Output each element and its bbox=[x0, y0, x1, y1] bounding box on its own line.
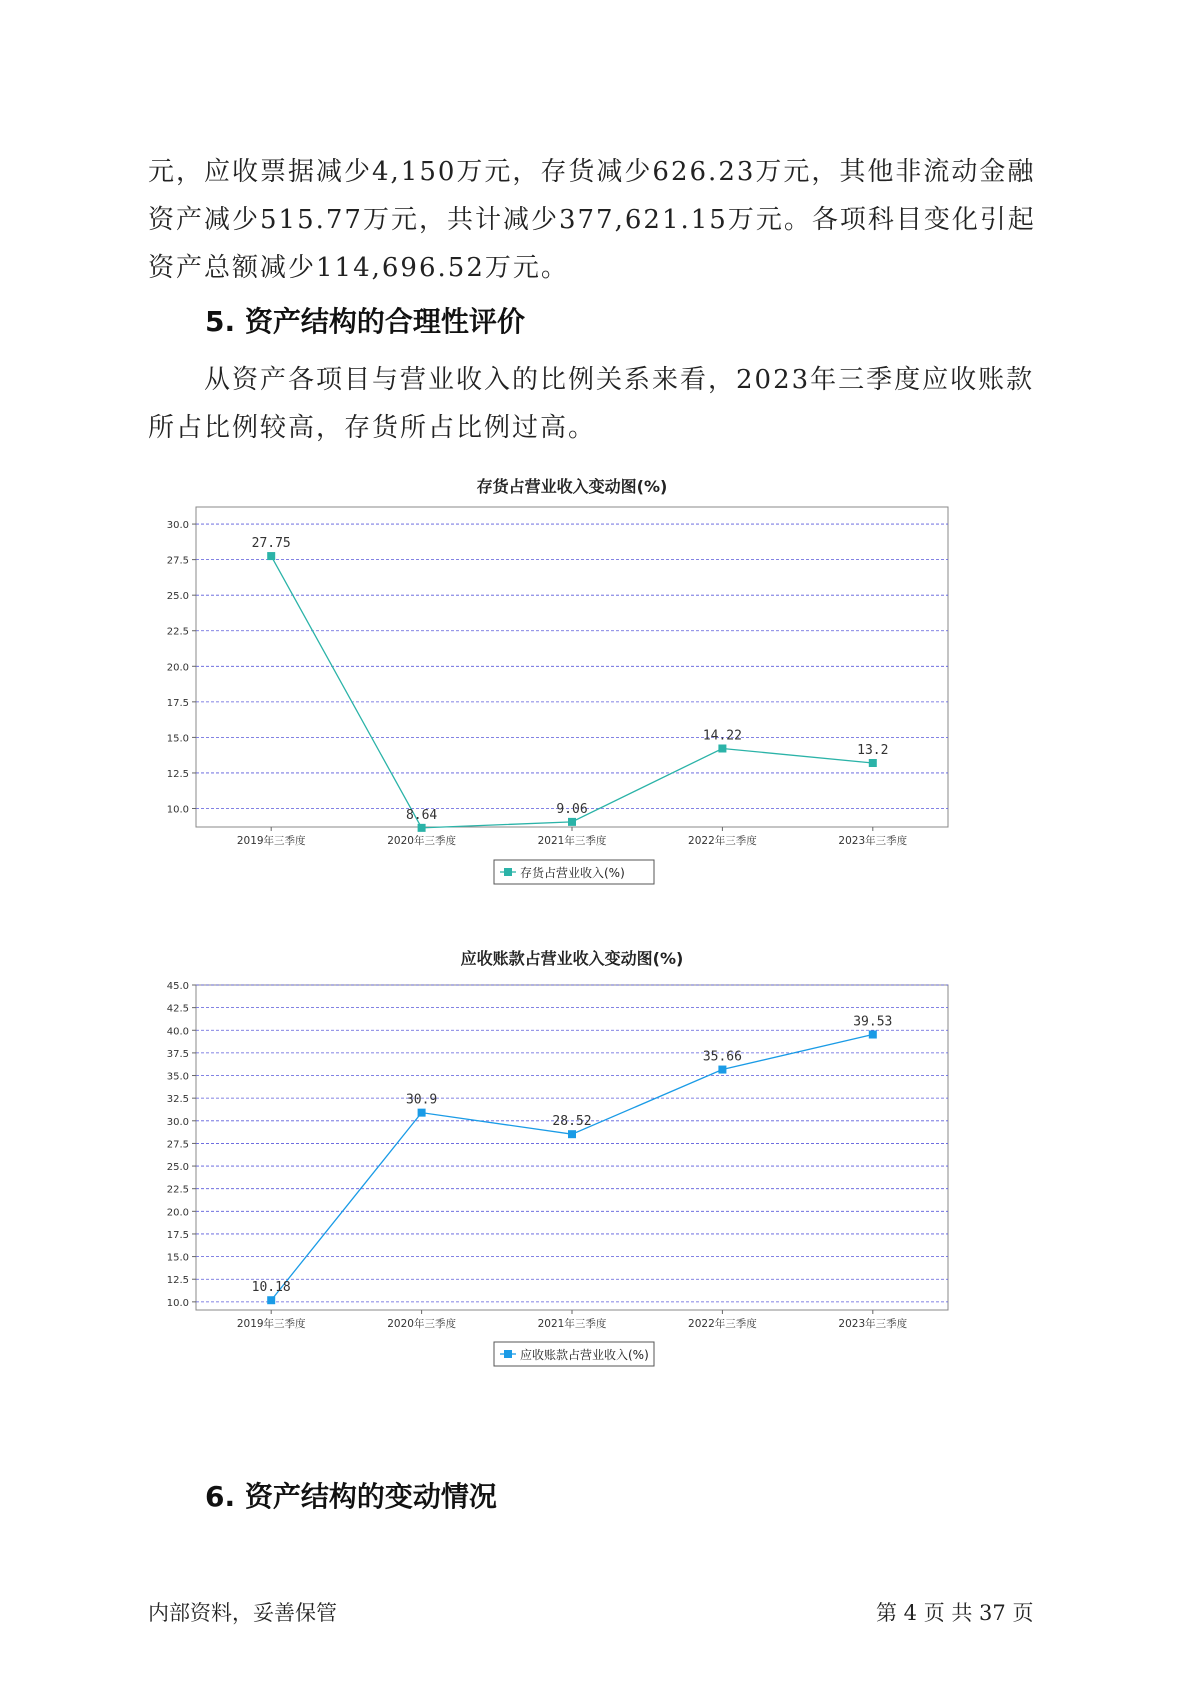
data-label: 8.64 bbox=[405, 807, 438, 823]
legend-label: 存货占营业收入(%) bbox=[520, 866, 625, 880]
data-label: 13.2 bbox=[857, 743, 889, 758]
receivables-ratio-chart-svg bbox=[150, 970, 1050, 1440]
chart-receivables-ratio bbox=[150, 949, 1050, 1440]
heading-asset-structure-rationality: 5. 资产结构的合理性评价 bbox=[205, 305, 525, 338]
legend bbox=[494, 1342, 654, 1366]
y-tick-label: 10.0 bbox=[166, 804, 189, 816]
x-tick-label: 2019年三季度 bbox=[236, 835, 306, 847]
data-point bbox=[869, 759, 877, 767]
y-tick-label: 15.0 bbox=[166, 1252, 189, 1264]
data-point bbox=[267, 1296, 275, 1304]
y-tick-label: 27.5 bbox=[166, 1139, 189, 1151]
y-tick-label: 45.0 bbox=[166, 981, 189, 992]
paragraph-ratio-analysis: 从资产各项目与营业收入的比例关系来看，2023年三季度应收账款所占比例较高，存货所占比例过高。 bbox=[148, 365, 1035, 443]
paragraph-asset-decrease: 元，应收票据减少4,150万元，存货减少626.23万元，其他非流动金融资产减少515.77万元，共计减少377,621.15万元。各项科目变化引起资产总额减少114,696.52万元。 bbox=[148, 157, 1036, 283]
y-tick-label: 25.0 bbox=[166, 591, 189, 603]
y-tick-label: 22.5 bbox=[166, 626, 189, 638]
y-tick-label: 17.5 bbox=[166, 697, 189, 709]
y-tick-label: 37.5 bbox=[166, 1048, 189, 1060]
legend-label: 应收账款占营业收入(%) bbox=[520, 1348, 649, 1362]
x-tick-label: 2022年三季度 bbox=[688, 1318, 757, 1330]
x-tick-label: 2021年三季度 bbox=[537, 1318, 607, 1330]
data-point bbox=[568, 1130, 576, 1138]
legend bbox=[494, 860, 654, 884]
data-point bbox=[418, 1109, 426, 1117]
plot-area bbox=[196, 985, 948, 1310]
x-tick-label: 2020年三季度 bbox=[387, 835, 456, 847]
y-tick-label: 32.5 bbox=[166, 1094, 189, 1106]
y-tick-label: 25.0 bbox=[166, 1162, 189, 1174]
y-tick-label: 17.5 bbox=[166, 1229, 189, 1241]
y-tick-label: 22.5 bbox=[166, 1184, 189, 1196]
x-tick-label: 2023年三季度 bbox=[838, 1318, 908, 1330]
y-tick-label: 12.5 bbox=[166, 768, 189, 780]
data-point bbox=[568, 818, 576, 826]
x-tick-label: 2019年三季度 bbox=[236, 1318, 306, 1330]
data-label: 28.52 bbox=[552, 1114, 592, 1130]
data-label: 9.06 bbox=[556, 801, 588, 817]
y-tick-label: 12.5 bbox=[166, 1275, 189, 1287]
legend-marker bbox=[504, 868, 512, 876]
y-tick-label: 42.5 bbox=[166, 1003, 189, 1015]
y-tick-label: 20.0 bbox=[166, 662, 189, 674]
x-tick-label: 2020年三季度 bbox=[387, 1318, 456, 1330]
y-tick-label: 30.0 bbox=[166, 1116, 189, 1128]
data-label: 14.22 bbox=[702, 728, 742, 744]
data-point bbox=[718, 1066, 726, 1074]
data-point bbox=[267, 552, 275, 560]
data-point bbox=[869, 1031, 877, 1039]
data-point bbox=[418, 824, 426, 832]
x-tick-label: 2022年三季度 bbox=[688, 835, 757, 847]
chart-inventory-ratio bbox=[150, 472, 1050, 892]
y-tick-label: 20.0 bbox=[166, 1207, 189, 1219]
footer-page-number: 第 4 页 共 37 页 bbox=[876, 1601, 1034, 1625]
data-label: 30.9 bbox=[405, 1092, 438, 1108]
chart-title: 存货占营业收入变动图(%) bbox=[476, 477, 668, 496]
data-label: 10.18 bbox=[251, 1280, 291, 1296]
legend-marker bbox=[504, 1350, 512, 1358]
data-label: 27.75 bbox=[251, 536, 291, 552]
y-tick-label: 27.5 bbox=[166, 555, 189, 567]
x-tick-label: 2023年三季度 bbox=[838, 835, 908, 847]
y-tick-label: 15.0 bbox=[166, 733, 189, 745]
y-tick-label: 30.0 bbox=[166, 520, 189, 532]
inventory-ratio-chart-svg bbox=[150, 472, 1050, 892]
plot-area bbox=[196, 507, 948, 827]
chart-title: 应收账款占营业收入变动图(%) bbox=[460, 949, 684, 968]
y-tick-label: 40.0 bbox=[166, 1026, 189, 1038]
footer-confidential: 内部资料，妥善保管 bbox=[148, 1601, 337, 1625]
y-tick-label: 35.0 bbox=[166, 1071, 189, 1083]
heading-asset-structure-change: 6. 资产结构的变动情况 bbox=[205, 1480, 497, 1513]
data-label: 35.66 bbox=[702, 1049, 742, 1065]
y-tick-label: 10.0 bbox=[166, 1297, 189, 1309]
data-point bbox=[718, 744, 726, 752]
data-label: 39.53 bbox=[853, 1014, 893, 1030]
x-tick-label: 2021年三季度 bbox=[537, 835, 607, 847]
